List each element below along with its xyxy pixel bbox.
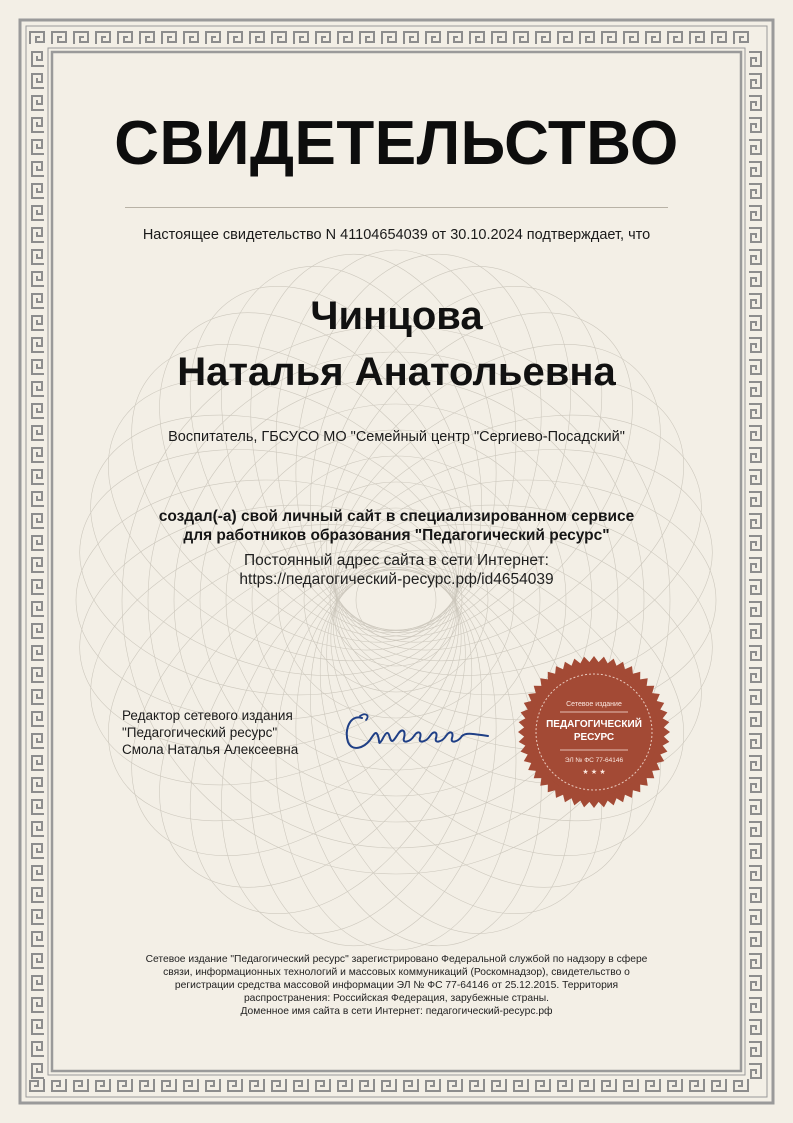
certificate-title: СВИДЕТЕЛЬСТВО [114,109,679,178]
footer-line-3: регистрации средства массовой информации ЭЛ № ФС 77-64146 от 25.12.2015. Территория [174,980,619,991]
statement-line-2: для работников образования "Педагогический ресурс" [183,527,610,544]
editor-block [122,707,298,758]
seal-title-line-1: ПЕДАГОГИЧЕСКИЙ [546,719,642,730]
seal-registration: ЭЛ № ФС 77-64146 [564,757,624,764]
seal-top-text: Сетевое издание [566,701,622,708]
address-url: https://педагогический-ресурс.рф/id4654039 [239,571,554,588]
address-label: Постоянный адрес сайта в сети Интернет: [244,552,549,569]
editor-signature [340,700,500,770]
footer-line-5: Доменное имя сайта в сети Интернет: педагогический-ресурс.рф [240,1006,553,1017]
statement-line-1: создал(-а) свой личный сайт в специализированном сервисе [158,508,635,525]
footer-line-4: распространения: Российская Федерация, зарубежные страны. [243,993,550,1004]
editor-line-2: "Педагогический ресурс" [122,725,278,740]
recipient-given-names: Наталья Анатольевна [177,350,616,394]
editor-line-1: Редактор сетевого издания [122,708,293,723]
seal-stars: ★ ★ ★ [582,768,606,776]
certificate-intro: Настоящее свидетельство N 41104654039 от 30.10.2024 подтверждает, что [142,227,651,243]
title-divider [125,207,668,208]
footer-line-1: Сетевое издание "Педагогический ресурс" зарегистрировано Федеральной службой по надзору в сфере [145,954,648,965]
footer-line-2: связи, информационных технологий и массовых коммуникаций (Роскомнадзор), свидетельство о [163,967,630,978]
legal-footer [110,953,683,1018]
publication-seal [516,654,672,810]
recipient-surname: Чинцова [310,294,483,338]
editor-line-3: Смола Наталья Алексеевна [122,742,299,757]
recipient-position: Воспитатель, ГБСУСО МО "Семейный центр "Сергиево-Посадский" [168,429,625,445]
seal-title-line-2: РЕСУРС [573,732,615,743]
